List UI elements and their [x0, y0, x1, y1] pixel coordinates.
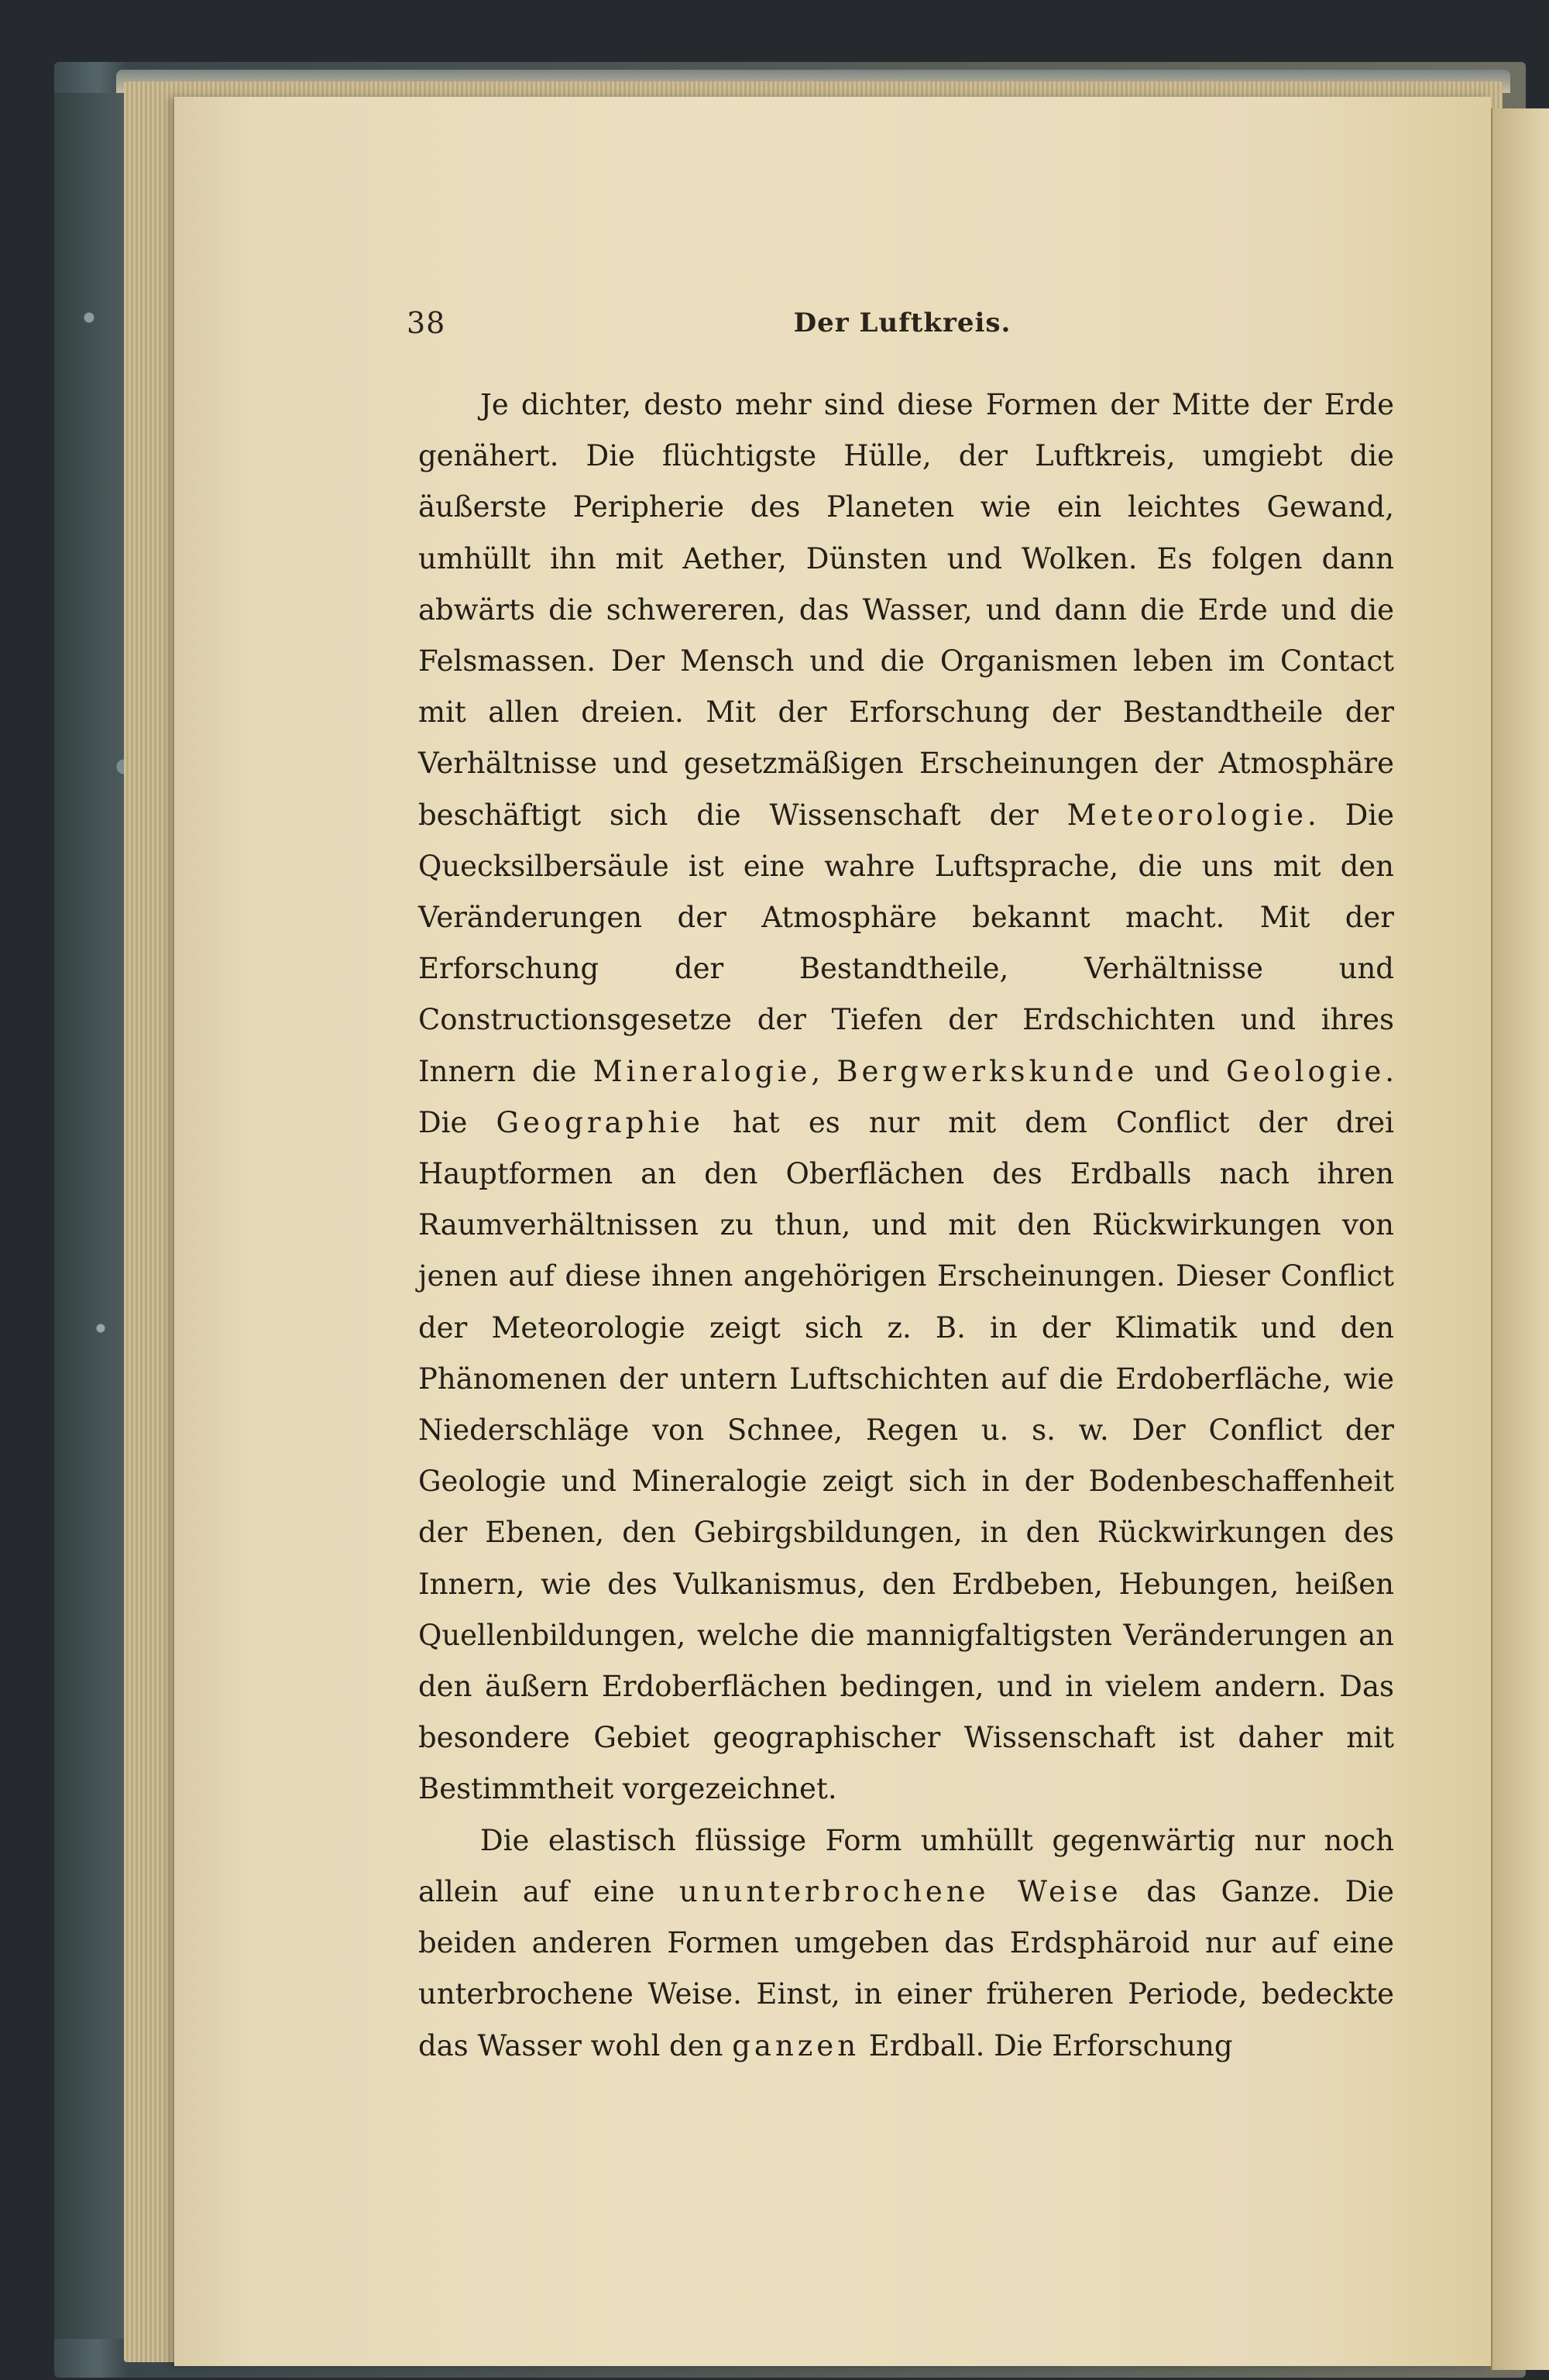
- emphasized-term: ununterbrochene Weise: [678, 1874, 1122, 1908]
- running-title: Der Luftkreis.: [793, 307, 1011, 338]
- emphasized-term: ganzen: [732, 2028, 860, 2062]
- text-segment: . Die: [418, 1054, 1394, 1139]
- page-number: 38: [407, 306, 446, 340]
- text-segment: das Ganze. Die beiden anderen Formen umgeben das Erdsphäroid nur auf eine unterbrochene Weise. Einst, in einer früheren Periode, bedeckte das Wasser wohl den: [418, 1874, 1395, 2062]
- text-segment: ,: [811, 1054, 837, 1088]
- emphasized-term: Geographie: [496, 1105, 704, 1139]
- emphasized-term: Meteorologie: [1066, 798, 1307, 832]
- text-segment: hat es nur mit dem Conflict der drei Hauptformen an den Oberflächen des Erdballs nach ihren Raumverhältnissen zu thun, und mit den Rückwirkungen von jenen auf diese ihnen angehörigen Erscheinungen. Dieser Conflict der Meteorologie zeigt sich z. B. in der Klimatik und den Phänomenen der untern Luftschichten auf die Erdoberfläche, wie Niederschläge von Schnee, Regen u. s. w. Der Conflict der Geologie und Mineralogie zeigt sich in der Bodenbeschaffenheit der Ebenen, den Gebirgsbildungen, in den Rückwirkungen des Innern, wie des Vulkanismus, den Erdbeben, Hebungen, heißen Quellenbildungen, welche die mannigfaltigsten Veränderungen an den äußern Erdoberflächen bedingen, und in vielem andern. Das besondere Gebiet geographischer Wissenschaft ist daher mit Bestimmtheit vorgezeichnet.: [418, 1105, 1395, 1806]
- text-segment: Die elastisch flüssige Form umhüllt gegenwärtig nur noch allein auf eine: [418, 1823, 1394, 1908]
- emphasized-term: Geologie: [1225, 1054, 1386, 1088]
- text-segment: . Die Quecksilbersäule ist eine wahre Luftsprache, die uns mit den Veränderungen der Atmosphäre bekannt macht. Mit der Erforschung der Bestandtheile, Verhältnisse und Constructionsgesetze der Tiefen der Erdschichten und ihres Innern die: [418, 798, 1395, 1088]
- emphasized-term: Bergwerkskunde: [836, 1054, 1139, 1088]
- paragraph: [418, 1815, 1394, 2072]
- text-segment: und: [1138, 1054, 1226, 1088]
- paragraph: [418, 379, 1394, 1815]
- text-segment: Erdball. Die Erforschung: [860, 2028, 1233, 2062]
- body-text: [418, 379, 1394, 2072]
- page-header: [407, 306, 1398, 352]
- text-segment: Je dichter, desto mehr sind diese Formen der Mitte der Erde genähert. Die flüchtigste Hülle, der Luftkreis, umgiebt die äußerste Peripherie des Planeten wie ein leichtes Gewand, umhüllt ihn mit Aether, Dünsten und Wolken. Es folgen dann abwärts die schwereren, das Wasser, und dann die Erde und die Felsmassen. Der Mensch und die Organismen leben im Contact mit allen dreien. Mit der Erforschung der Bestandtheile der Verhältnisse und gesetzmäßigen Erscheinungen der Atmosphäre beschäftigt sich die Wissenschaft der: [418, 388, 1394, 832]
- emphasized-term: Mineralogie: [592, 1054, 812, 1088]
- facing-page-edge: [1491, 108, 1549, 2370]
